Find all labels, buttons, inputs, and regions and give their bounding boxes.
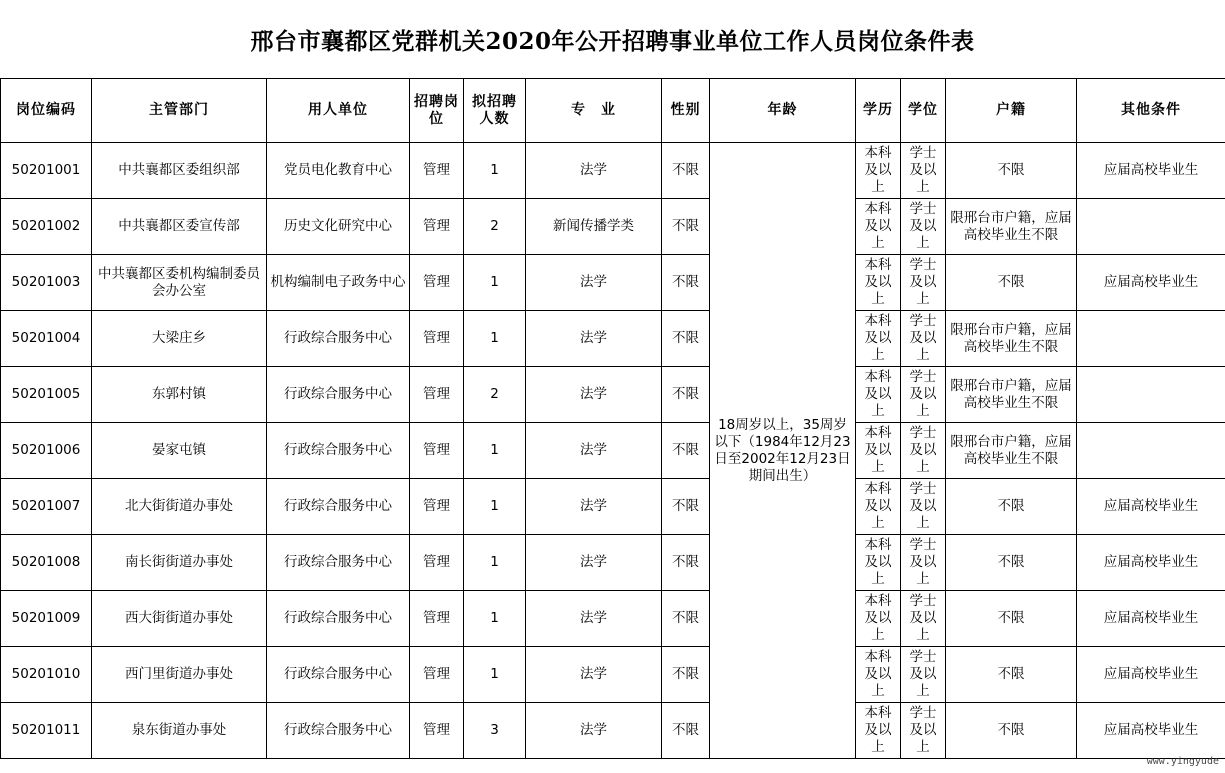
cell-gender: 不限	[662, 535, 710, 591]
cell-major: 法学	[526, 255, 662, 311]
cell-edu: 本科及以上	[856, 199, 901, 255]
cell-hukou: 限邢台市户籍，应届高校毕业生不限	[946, 367, 1077, 423]
cell-hukou: 不限	[946, 535, 1077, 591]
cell-major: 法学	[526, 479, 662, 535]
table-row	[1, 591, 1225, 647]
cell-hukou: 不限	[946, 591, 1077, 647]
cell-post: 管理	[410, 703, 464, 759]
cell-major: 法学	[526, 367, 662, 423]
cell-degree: 学士及以上	[901, 535, 946, 591]
cell-count: 2	[464, 367, 526, 423]
cell-post: 管理	[410, 423, 464, 479]
cell-other: 应届高校毕业生	[1077, 703, 1225, 759]
cell-degree: 学士及以上	[901, 143, 946, 199]
cell-code: 50201008	[1, 535, 92, 591]
cell-degree: 学士及以上	[901, 255, 946, 311]
cell-hukou: 不限	[946, 647, 1077, 703]
table-row	[1, 255, 1225, 311]
cell-code: 50201009	[1, 591, 92, 647]
cell-hukou: 不限	[946, 255, 1077, 311]
cell-post: 管理	[410, 367, 464, 423]
cell-count: 1	[464, 647, 526, 703]
cell-edu: 本科及以上	[856, 423, 901, 479]
cell-post: 管理	[410, 535, 464, 591]
cell-dept: 西大街街道办事处	[92, 591, 267, 647]
cell-other: 应届高校毕业生	[1077, 535, 1225, 591]
cell-post: 管理	[410, 647, 464, 703]
header-hukou: 户籍	[946, 79, 1077, 143]
table-row	[1, 143, 1225, 199]
header-unit: 用人单位	[267, 79, 410, 143]
cell-post: 管理	[410, 143, 464, 199]
cell-hukou: 限邢台市户籍，应届高校毕业生不限	[946, 423, 1077, 479]
cell-hukou: 不限	[946, 479, 1077, 535]
cell-code: 50201004	[1, 311, 92, 367]
header-age: 年龄	[710, 79, 856, 143]
cell-count: 1	[464, 535, 526, 591]
cell-unit: 行政综合服务中心	[267, 479, 410, 535]
header-major: 专 业	[526, 79, 662, 143]
header-dept: 主管部门	[92, 79, 267, 143]
cell-post: 管理	[410, 479, 464, 535]
cell-unit: 行政综合服务中心	[267, 703, 410, 759]
cell-count: 1	[464, 311, 526, 367]
cell-degree: 学士及以上	[901, 367, 946, 423]
cell-major: 法学	[526, 703, 662, 759]
cell-dept: 中共襄都区委机构编制委员会办公室	[92, 255, 267, 311]
table-row	[1, 199, 1225, 255]
cell-other	[1077, 423, 1225, 479]
table-row	[1, 311, 1225, 367]
cell-major: 新闻传播学类	[526, 199, 662, 255]
cell-degree: 学士及以上	[901, 423, 946, 479]
cell-major: 法学	[526, 647, 662, 703]
cell-gender: 不限	[662, 143, 710, 199]
header-post: 招聘岗位	[410, 79, 464, 143]
cell-degree: 学士及以上	[901, 311, 946, 367]
cell-code: 50201003	[1, 255, 92, 311]
cell-dept: 泉东街道办事处	[92, 703, 267, 759]
cell-code: 50201011	[1, 703, 92, 759]
header-other: 其他条件	[1077, 79, 1225, 143]
cell-major: 法学	[526, 423, 662, 479]
cell-dept: 大梁庄乡	[92, 311, 267, 367]
cell-code: 50201005	[1, 367, 92, 423]
table-row	[1, 703, 1225, 759]
cell-age: 18周岁以上，35周岁以下（1984年12月23日至2002年12月23日期间出生）	[710, 143, 856, 759]
cell-unit: 历史文化研究中心	[267, 199, 410, 255]
cell-edu: 本科及以上	[856, 311, 901, 367]
cell-code: 50201001	[1, 143, 92, 199]
cell-count: 1	[464, 255, 526, 311]
cell-unit: 行政综合服务中心	[267, 367, 410, 423]
table-row	[1, 479, 1225, 535]
cell-dept: 中共襄都区委宣传部	[92, 199, 267, 255]
cell-major: 法学	[526, 591, 662, 647]
cell-gender: 不限	[662, 199, 710, 255]
cell-other: 应届高校毕业生	[1077, 255, 1225, 311]
cell-post: 管理	[410, 255, 464, 311]
header-code: 岗位编码	[1, 79, 92, 143]
cell-post: 管理	[410, 311, 464, 367]
cell-count: 2	[464, 199, 526, 255]
watermark: www.yingyude	[1146, 756, 1219, 767]
cell-major: 法学	[526, 311, 662, 367]
cell-gender: 不限	[662, 647, 710, 703]
cell-dept: 东郭村镇	[92, 367, 267, 423]
header-count: 拟招聘人数	[464, 79, 526, 143]
cell-edu: 本科及以上	[856, 143, 901, 199]
cell-gender: 不限	[662, 591, 710, 647]
cell-edu: 本科及以上	[856, 647, 901, 703]
cell-hukou: 限邢台市户籍，应届高校毕业生不限	[946, 311, 1077, 367]
cell-dept: 南长街街道办事处	[92, 535, 267, 591]
job-requirements-table	[0, 78, 1225, 759]
cell-code: 50201010	[1, 647, 92, 703]
cell-count: 1	[464, 591, 526, 647]
cell-gender: 不限	[662, 255, 710, 311]
cell-edu: 本科及以上	[856, 255, 901, 311]
cell-edu: 本科及以上	[856, 367, 901, 423]
cell-gender: 不限	[662, 367, 710, 423]
cell-major: 法学	[526, 535, 662, 591]
cell-code: 50201006	[1, 423, 92, 479]
cell-other: 应届高校毕业生	[1077, 143, 1225, 199]
cell-major: 法学	[526, 143, 662, 199]
cell-gender: 不限	[662, 703, 710, 759]
cell-dept: 晏家屯镇	[92, 423, 267, 479]
cell-unit: 行政综合服务中心	[267, 647, 410, 703]
cell-other: 应届高校毕业生	[1077, 479, 1225, 535]
cell-edu: 本科及以上	[856, 479, 901, 535]
table-row	[1, 367, 1225, 423]
cell-count: 1	[464, 143, 526, 199]
cell-count: 1	[464, 423, 526, 479]
cell-degree: 学士及以上	[901, 591, 946, 647]
cell-code: 50201002	[1, 199, 92, 255]
cell-other: 应届高校毕业生	[1077, 647, 1225, 703]
cell-count: 3	[464, 703, 526, 759]
cell-gender: 不限	[662, 479, 710, 535]
cell-unit: 行政综合服务中心	[267, 311, 410, 367]
cell-edu: 本科及以上	[856, 703, 901, 759]
header-row	[1, 79, 1225, 143]
cell-unit: 行政综合服务中心	[267, 535, 410, 591]
cell-dept: 中共襄都区委组织部	[92, 143, 267, 199]
cell-other	[1077, 311, 1225, 367]
cell-unit: 机构编制电子政务中心	[267, 255, 410, 311]
cell-unit: 行政综合服务中心	[267, 591, 410, 647]
cell-unit: 行政综合服务中心	[267, 423, 410, 479]
cell-degree: 学士及以上	[901, 647, 946, 703]
table-row	[1, 423, 1225, 479]
cell-code: 50201007	[1, 479, 92, 535]
cell-post: 管理	[410, 199, 464, 255]
table-row	[1, 535, 1225, 591]
cell-edu: 本科及以上	[856, 535, 901, 591]
cell-unit: 党员电化教育中心	[267, 143, 410, 199]
cell-degree: 学士及以上	[901, 199, 946, 255]
cell-post: 管理	[410, 591, 464, 647]
cell-edu: 本科及以上	[856, 591, 901, 647]
cell-degree: 学士及以上	[901, 703, 946, 759]
header-edu: 学历	[856, 79, 901, 143]
cell-degree: 学士及以上	[901, 479, 946, 535]
cell-count: 1	[464, 479, 526, 535]
cell-other: 应届高校毕业生	[1077, 591, 1225, 647]
header-gender: 性别	[662, 79, 710, 143]
header-degree: 学位	[901, 79, 946, 143]
table-body	[1, 143, 1225, 759]
cell-dept: 西门里街道办事处	[92, 647, 267, 703]
cell-hukou: 限邢台市户籍，应届高校毕业生不限	[946, 199, 1077, 255]
table-row	[1, 647, 1225, 703]
cell-other	[1077, 367, 1225, 423]
cell-hukou: 不限	[946, 703, 1077, 759]
cell-dept: 北大街街道办事处	[92, 479, 267, 535]
cell-other	[1077, 199, 1225, 255]
cell-gender: 不限	[662, 311, 710, 367]
cell-hukou: 不限	[946, 143, 1077, 199]
cell-gender: 不限	[662, 423, 710, 479]
page-title: 邢台市襄都区党群机关2020年公开招聘事业单位工作人员岗位条件表	[250, 27, 975, 55]
